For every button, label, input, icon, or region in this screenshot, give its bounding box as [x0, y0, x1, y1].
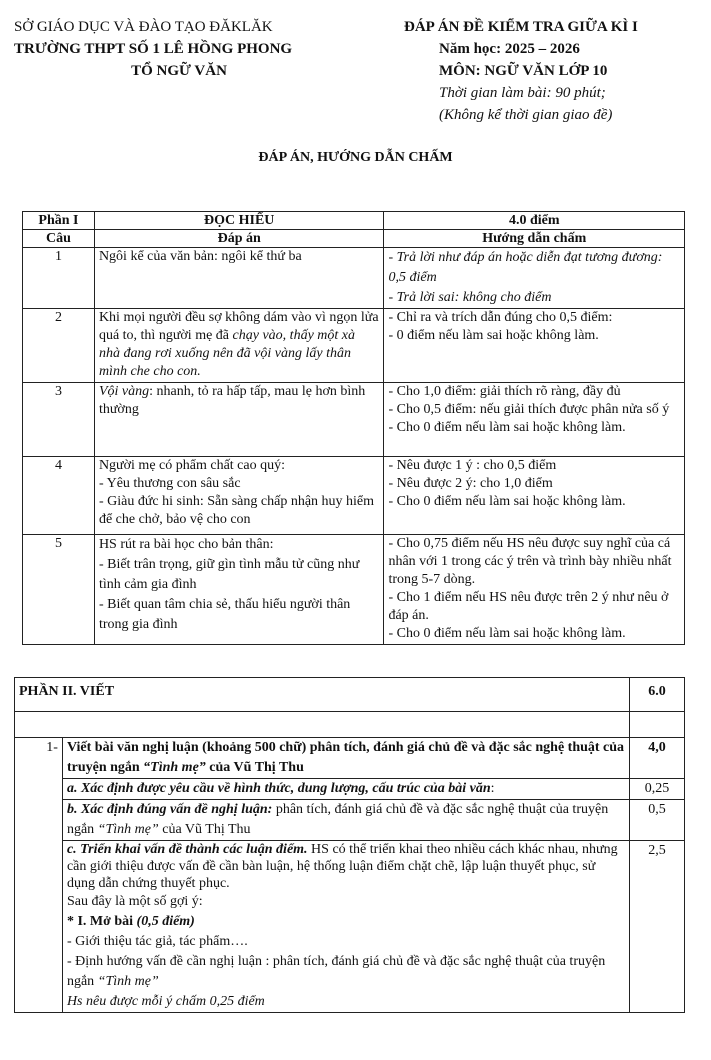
question-part: của Vũ Thị Thu: [205, 760, 304, 775]
question-number: 2: [23, 309, 95, 383]
table-row: [23, 309, 685, 383]
spacer-row: [15, 712, 685, 738]
answer-cell: [94, 535, 384, 645]
work-title: “Tình mẹ”: [97, 974, 159, 989]
header-left: [14, 16, 344, 82]
criteria-text: của Vũ Thị Thu: [158, 822, 251, 837]
exam-title: ĐÁP ÁN ĐỀ KIỂM TRA GIỮA KÌ I: [404, 19, 638, 35]
answer-line: Người mẹ có phẩm chất cao quý:: [98, 458, 285, 473]
scoring-note: Hs nêu được mỗi ý chấm 0,25 điểm: [66, 994, 265, 1009]
question-number: 5: [23, 535, 95, 645]
suggest-line: Sau đây là một số gợi ý:: [66, 894, 203, 909]
time-note: (Không kể thời gian giao đề): [439, 107, 613, 123]
col-answer: Đáp án: [94, 230, 384, 248]
work-title: “Tình mẹ”: [97, 822, 159, 837]
answer-line: - Biết trân trọng, giữ gìn tình mẫu tử cũng như tình cảm gia đình: [98, 557, 360, 592]
criteria-text: phân tích, đánh giá chủ đề và đặc sắc nghệ thuật của truyện ngắn: [66, 802, 609, 837]
question-number: 4: [23, 457, 95, 535]
page-title: ĐÁP ÁN, HƯỚNG DẪN CHẤM: [258, 150, 453, 165]
criteria-a: [62, 779, 629, 800]
part-title: ĐỌC HIỂU: [94, 212, 384, 230]
empty-cell: [15, 712, 630, 738]
question-row: [15, 738, 685, 779]
guide-cell: [384, 309, 685, 383]
guide-line: - Trả lời như đáp án hoặc diễn đạt tương đương: 0,5 điểm: [388, 250, 663, 285]
question-number: 3: [23, 383, 95, 457]
table-header-row: [23, 212, 685, 230]
table-row: [23, 248, 685, 309]
guide-line: - Cho 0 điểm nếu làm sai hoặc không làm.: [388, 626, 626, 641]
intro-item: [67, 952, 625, 992]
criteria-c: [62, 841, 629, 1013]
group-name: TỔ NGỮ VĂN: [131, 63, 227, 79]
intro-text: - Định hướng vấn đề cần nghị luận : phân tích, đánh giá chủ đề và đặc sắc nghệ thuật của truyện ngắn: [66, 954, 606, 989]
col-question: Câu: [23, 230, 95, 248]
section-score: (0,5 điểm): [136, 914, 195, 929]
part2-title: PHẦN II. VIẾT: [15, 678, 630, 712]
time-limit: Thời gian làm bài: 90 phút;: [439, 85, 606, 101]
guide-line: - Cho 0 điểm nếu làm sai hoặc không làm.: [388, 420, 626, 435]
answer-keyword: Vội vàng: [98, 384, 150, 399]
answer-line: Ngôi kể của văn bản: ngôi kể thứ ba: [98, 249, 302, 264]
criteria-row: [15, 779, 685, 800]
criteria-score: 0,5: [630, 800, 685, 841]
guide-line: - Chỉ ra và trích dẫn đúng cho 0,5 điểm:: [388, 310, 613, 325]
guide-line: - Nêu được 1 ý : cho 0,5 điểm: [388, 458, 557, 473]
answer-line: - Giàu đức hi sinh: Sẵn sàng chấp nhận huy hiểm để che chở, bảo vệ cho con: [98, 494, 375, 527]
answer-quote: chạy vào, thấy một xà nhà đang rơi xuống nên đã vội vàng lấy thân mình che cho con.: [98, 328, 355, 379]
guide-cell: [384, 248, 685, 309]
guide-line: - Trả lời sai: không cho điểm: [388, 290, 552, 305]
criteria-b: [62, 800, 629, 841]
guide-line: - 0 điểm nếu làm sai hoặc không làm.: [388, 328, 599, 343]
answer-line: - Biết quan tâm chia sẻ, thấu hiểu người thân trong gia đình: [98, 597, 351, 632]
col-guide: Hướng dẫn chấm: [384, 230, 685, 248]
part-score: 4.0 điểm: [384, 212, 685, 230]
answer-line: - Yêu thương con sâu sắc: [98, 476, 241, 491]
section-heading: [67, 912, 625, 932]
answer-cell: [94, 383, 384, 457]
question-part: Viết bài văn nghị luận (khoảng 500 chữ) phân tích, đánh giá chủ đề và đặc sắc nghệ thuật của truyện ngắn: [66, 740, 625, 775]
criteria-row: [15, 800, 685, 841]
answer-text: : nhanh, tỏ ra hấp tấp, mau lẹ hơn bình thường: [98, 384, 366, 417]
department-name: SỞ GIÁO DỤC VÀ ĐÀO TẠO ĐĂKLĂK: [14, 19, 273, 35]
part-label: Phần I: [23, 212, 95, 230]
part2-score: 6.0: [630, 678, 685, 712]
school-name: TRƯỜNG THPT SỐ 1 LÊ HỒNG PHONG: [14, 41, 293, 57]
answer-line: HS rút ra bài học cho bản thân:: [98, 537, 274, 552]
answer-cell: [94, 248, 384, 309]
reading-table: [22, 211, 685, 645]
column-header-row: [23, 230, 685, 248]
question-number: 1: [23, 248, 95, 309]
criteria-score: 2,5: [630, 841, 685, 1013]
part2-header-row: [15, 678, 685, 712]
criteria-label: a. Xác định được yêu cầu về hình thức, dung lượng, cấu trúc của bài văn: [66, 781, 491, 796]
criteria-text: HS có thể triển khai theo nhiều cách khác nhau, nhưng cần giới thiệu được vấn đề cần bàn luận, hệ thống luận điểm chặt chẽ, lập luận thuyết phục, sử dụng dẫn chứng thuyết phục.: [66, 842, 618, 891]
criteria-label: b. Xác định đúng vấn đề nghị luận:: [66, 802, 273, 817]
header-right: [404, 16, 704, 126]
table-row: [23, 457, 685, 535]
question-score: 4,0: [630, 738, 685, 779]
guide-line: - Nêu được 2 ý: cho 1,0 điểm: [388, 476, 553, 491]
guide-line: - Cho 0,75 điểm nếu HS nêu được suy nghĩ của cá nhân với 1 trong các ý trên và trình bày nhiều nhất trong 5-7 dòng.: [388, 536, 672, 587]
guide-line: - Cho 1 điểm nếu HS nêu được trên 2 ý như nêu ở đáp án.: [388, 590, 669, 623]
guide-cell: [384, 457, 685, 535]
empty-cell: [630, 712, 685, 738]
answer-cell: [94, 309, 384, 383]
question-number: 1-: [15, 738, 63, 1013]
table-row: [23, 535, 685, 645]
work-title: “Tình mẹ”: [143, 760, 206, 775]
answer-text: Khi mọi người đều sợ không dám vào vì ngọn lửa quá to, thì người mẹ đã: [98, 310, 379, 343]
question-text: [62, 738, 629, 779]
answer-cell: [94, 457, 384, 535]
table-row: [23, 383, 685, 457]
school-year: Năm học: 2025 – 2026: [439, 41, 580, 57]
guide-line: - Cho 1,0 điểm: giải thích rõ ràng, đầy đủ: [388, 384, 621, 399]
criteria-colon: :: [490, 781, 495, 796]
writing-table: [14, 677, 685, 1013]
guide-cell: [384, 535, 685, 645]
criteria-label: c. Triển khai vấn đề thành các luận điểm.: [66, 842, 308, 857]
section-label: * I. Mở bài: [66, 914, 137, 929]
guide-cell: [384, 383, 685, 457]
criteria-score: 0,25: [630, 779, 685, 800]
criteria-row: [15, 841, 685, 1013]
guide-line: - Cho 0 điểm nếu làm sai hoặc không làm.: [388, 494, 626, 509]
subject: MÔN: NGỮ VĂN LỚP 10: [439, 63, 608, 79]
guide-line: - Cho 0,5 điểm: nếu giải thích được phân nửa số ý: [388, 402, 670, 417]
intro-item: - Giới thiệu tác giả, tác phẩm….: [66, 934, 248, 949]
